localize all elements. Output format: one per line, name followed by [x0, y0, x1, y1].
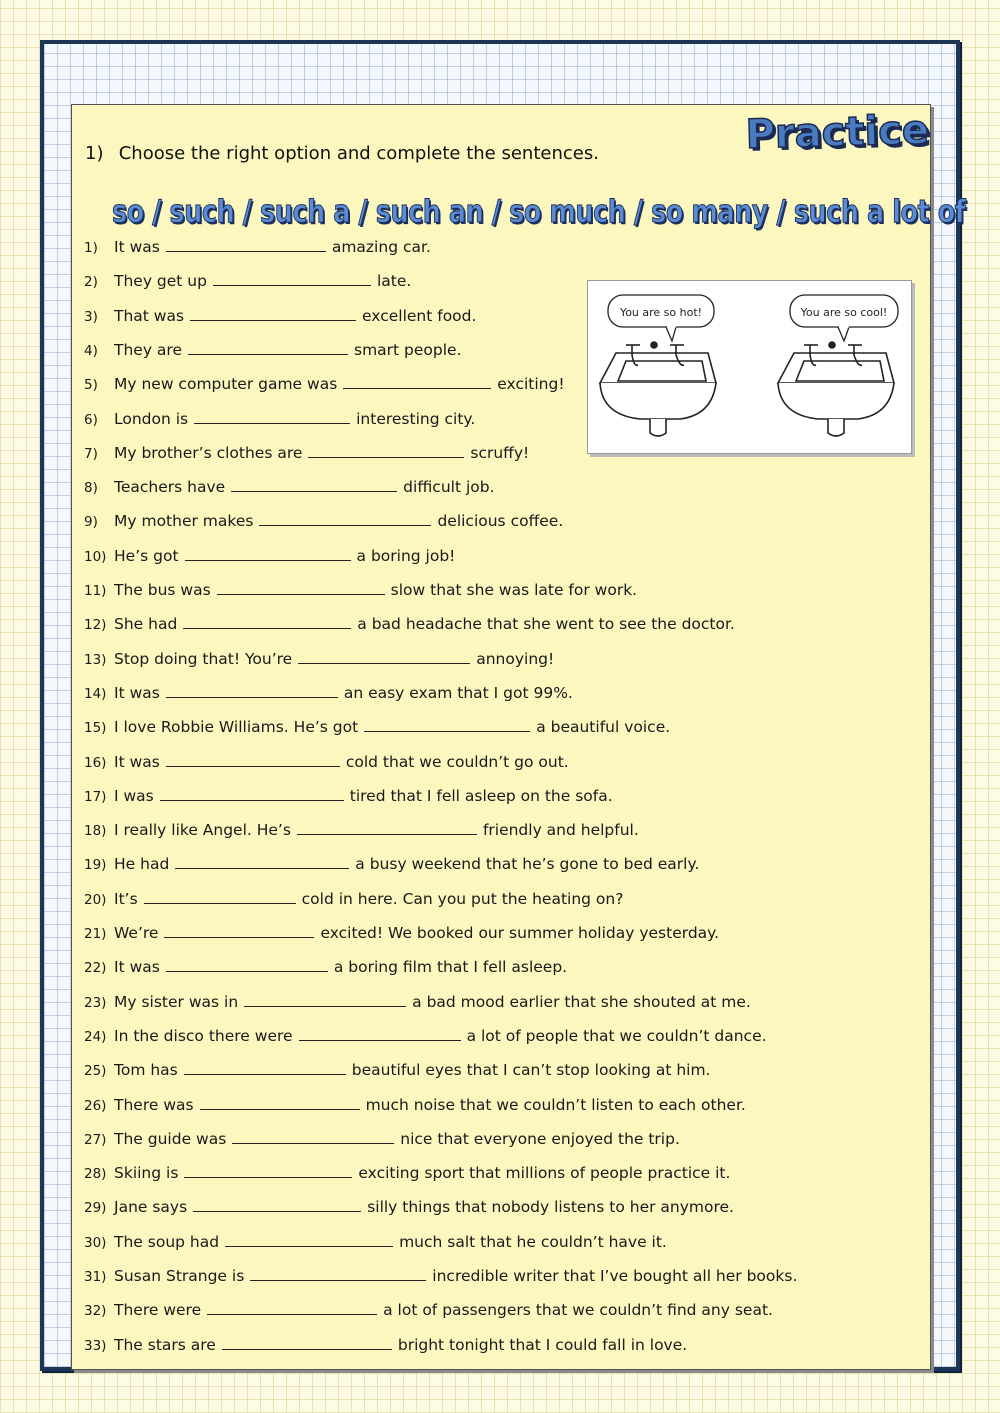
sentence-start: Jane says [114, 1198, 188, 1217]
sentence-item [84, 682, 573, 704]
answer-blank[interactable] [250, 1266, 426, 1281]
sentence-end: exciting! [497, 375, 565, 394]
sentence-start: The soup had [114, 1232, 220, 1251]
sentence-start: The stars are [114, 1335, 216, 1354]
sentence-end: bright tonight that I could fall in love. [397, 1335, 688, 1354]
sentence-end: excited! We booked our summer holiday yesterday. [320, 924, 720, 942]
sentence-end: smart people. [354, 340, 462, 359]
sentence-item [84, 339, 462, 361]
answer-blank[interactable] [184, 1163, 352, 1178]
answer-blank[interactable] [207, 1300, 377, 1315]
sentence-item [84, 305, 476, 327]
sentence-number: 29) [84, 1200, 107, 1217]
sentence-item [84, 819, 639, 841]
answer-blank[interactable] [164, 923, 314, 938]
sentence-number: 18) [84, 823, 107, 840]
answer-blank[interactable] [166, 683, 338, 698]
sentence-number: 23) [84, 994, 107, 1011]
sentence-start: He’s got [114, 546, 179, 565]
sentence-end: tired that I fell asleep on the sofa. [349, 786, 613, 805]
right-bubble-text: You are so cool! [800, 306, 888, 319]
sentence-number: 4) [84, 342, 98, 359]
sentence-item [84, 476, 495, 498]
sentence-start: It was [114, 238, 160, 256]
sentence-start: That was [114, 306, 185, 325]
answer-blank[interactable] [184, 1060, 346, 1075]
sentence-start: It’s [114, 889, 138, 908]
answer-blank[interactable] [188, 340, 348, 355]
sentence-item [84, 510, 563, 532]
practice-title: Practice [745, 107, 930, 158]
sentence-number: 9) [84, 514, 98, 531]
sentence-end: annoying! [476, 649, 555, 668]
sentence-number: 2) [84, 274, 98, 291]
sentence-item [84, 1231, 667, 1253]
sentence-number: 17) [84, 788, 107, 805]
sentence-number: 3) [84, 308, 98, 325]
sentence-item [84, 922, 719, 944]
sentence-number: 5) [84, 377, 98, 394]
sentence-item [84, 853, 699, 875]
sentence-number: 21) [84, 926, 107, 942]
answer-blank[interactable] [217, 580, 385, 595]
sentence-start: I really like Angel. He’s [114, 821, 291, 840]
answer-blank[interactable] [244, 992, 406, 1007]
answer-blank[interactable] [190, 306, 356, 321]
sentence-end: delicious coffee. [437, 512, 564, 531]
sentence-end: excellent food. [362, 306, 477, 325]
sentence-item [84, 442, 529, 464]
sentence-item [84, 1265, 797, 1287]
sentence-number: 1) [84, 240, 98, 256]
sentence-start: We’re [114, 924, 159, 942]
answer-blank[interactable] [364, 717, 530, 732]
sentence-start: Stop doing that! You’re [114, 649, 293, 668]
sentence-start: It was [114, 752, 160, 771]
sentence-number: 30) [84, 1234, 107, 1251]
sentence-number: 25) [84, 1063, 107, 1080]
sentence-item [84, 1128, 680, 1150]
sentence-end: much noise that we couldn’t listen to each other. [365, 1095, 746, 1114]
sentence-start: I was [114, 786, 154, 805]
sentence-number: 10) [84, 548, 107, 565]
sentence-number: 26) [84, 1097, 107, 1114]
sentence-start: They get up [114, 272, 207, 291]
sentence-item [84, 408, 475, 430]
sentence-start: She had [114, 615, 178, 634]
answer-blank[interactable] [166, 957, 328, 972]
sentence-item [84, 1299, 773, 1321]
sentence-item [84, 1094, 746, 1116]
answer-blank[interactable] [193, 1197, 361, 1212]
sentence-number: 12) [84, 617, 107, 634]
answer-blank[interactable] [213, 271, 371, 286]
sentence-number: 33) [84, 1337, 107, 1354]
sentence-start: In the disco there were [114, 1026, 293, 1045]
sentence-end: slow that she was late for work. [390, 581, 638, 599]
sentence-end: a bad mood earlier that she shouted at me. [412, 992, 751, 1011]
sentence-start: They are [114, 340, 182, 359]
sentence-item [84, 648, 554, 670]
sentence-start: The bus was [114, 581, 211, 599]
exercise-number: 1) [85, 143, 104, 164]
sentence-start: My new computer game was [114, 375, 338, 394]
sentence-end: interesting city. [356, 409, 476, 428]
sentence-start: He had [114, 855, 170, 874]
sentence-start: Tom has [114, 1061, 178, 1080]
sentence-start: I love Robbie Williams. He’s got [114, 718, 359, 737]
sentence-item [84, 270, 411, 292]
sentence-item [84, 785, 613, 807]
sentence-end: friendly and helpful. [482, 821, 639, 840]
answer-blank[interactable] [194, 409, 350, 424]
answer-blank[interactable] [343, 374, 491, 389]
sentence-item [84, 613, 735, 635]
sentence-end: nice that everyone enjoyed the trip. [400, 1129, 680, 1148]
sentence-end: a beautiful voice. [536, 718, 671, 737]
answer-blank[interactable] [232, 1129, 394, 1144]
sentence-number: 6) [84, 411, 98, 428]
sentence-start: Skiing is [114, 1164, 179, 1183]
sentence-end: a boring film that I fell asleep. [333, 958, 568, 977]
sentence-end: cold in here. Can you put the heating on? [301, 889, 624, 908]
sentence-end: silly things that nobody listens to her anymore. [367, 1198, 734, 1217]
answer-blank[interactable] [222, 1335, 392, 1350]
answer-blank[interactable] [225, 1232, 393, 1247]
sentence-number: 7) [84, 445, 98, 462]
answer-blank[interactable] [144, 889, 296, 904]
answer-blank[interactable] [298, 649, 470, 664]
sentence-end: difficult job. [403, 478, 495, 497]
sentence-start: My sister was in [114, 992, 239, 1011]
sentence-item [84, 1196, 734, 1218]
sentence-number: 15) [84, 720, 107, 737]
sentence-start: It was [114, 958, 160, 977]
sentence-item [84, 716, 670, 738]
sentence-start: Susan Strange is [114, 1267, 245, 1285]
sentence-start: The guide was [114, 1129, 227, 1148]
sentence-number: 20) [84, 891, 107, 908]
sentence-item [84, 888, 623, 910]
sentence-number: 24) [84, 1028, 107, 1045]
sentence-item [84, 1334, 687, 1356]
answer-blank[interactable] [185, 546, 351, 561]
sentence-end: beautiful eyes that I can’t stop looking at him. [351, 1061, 711, 1080]
sentence-item [84, 545, 455, 567]
sentence-number: 16) [84, 754, 107, 771]
left-bubble-text: You are so hot! [619, 306, 703, 319]
sentence-item [84, 373, 565, 395]
sentence-item [84, 1059, 710, 1081]
answer-blank[interactable] [231, 477, 397, 492]
answer-blank[interactable] [160, 786, 344, 801]
sentence-end: a lot of people that we couldn’t dance. [466, 1026, 767, 1045]
answer-blank[interactable] [175, 854, 349, 869]
sentence-number: 11) [84, 583, 107, 599]
sentence-number: 13) [84, 651, 107, 668]
sentence-start: My brother’s clothes are [114, 443, 303, 462]
answer-blank[interactable] [166, 237, 326, 252]
instruction-text: Choose the right option and complete the sentences. [118, 143, 599, 164]
sentence-end: a lot of passengers that we couldn’t find any seat. [383, 1301, 773, 1320]
sentence-end: incredible writer that I’ve bought all her books. [432, 1267, 798, 1285]
sentence-number: 28) [84, 1166, 107, 1183]
sentence-item [84, 1162, 730, 1184]
sentence-item [84, 751, 569, 773]
answer-blank[interactable] [183, 614, 351, 629]
answer-blank[interactable] [200, 1095, 360, 1110]
sentence-end: a bad headache that she went to see the doctor. [357, 615, 735, 634]
sentence-start: Teachers have [114, 478, 226, 497]
sentence-end: an easy exam that I got 99%. [343, 683, 573, 702]
sentence-start: London is [114, 409, 189, 428]
answer-blank[interactable] [297, 820, 477, 835]
sentence-end: a busy weekend that he’s gone to bed early. [355, 855, 700, 874]
sentence-number: 19) [84, 857, 107, 874]
answer-blank[interactable] [166, 752, 340, 767]
sentence-end: exciting sport that millions of people practice it. [358, 1164, 731, 1183]
sentence-number: 8) [84, 480, 98, 497]
answer-blank[interactable] [308, 443, 464, 458]
sentence-end: scruffy! [470, 443, 530, 462]
sentence-start: There was [114, 1095, 194, 1114]
sentence-start: It was [114, 683, 160, 702]
sentence-end: cold that we couldn’t go out. [345, 752, 569, 771]
sentence-end: a boring job! [356, 546, 456, 565]
sentence-start: My mother makes [114, 512, 254, 531]
sentence-item [84, 579, 637, 601]
sentence-number: 32) [84, 1303, 107, 1320]
sentence-start: There were [114, 1301, 202, 1320]
sentence-item [84, 1025, 767, 1047]
sentence-end: late. [376, 272, 412, 291]
answer-blank[interactable] [259, 511, 431, 526]
sentence-end: amazing car. [331, 238, 431, 256]
sentence-number: 31) [84, 1269, 107, 1285]
sentence-item [84, 956, 567, 978]
sentence-number: 22) [84, 960, 107, 977]
sentence-end: much salt that he couldn’t have it. [399, 1232, 667, 1251]
options-line: so / such / such a / such an / so much / so many / such a lot of [112, 194, 966, 230]
sentence-number: 14) [84, 685, 107, 702]
sentence-item [84, 236, 431, 258]
sentence-item [84, 991, 751, 1013]
sentence-number: 27) [84, 1131, 107, 1148]
answer-blank[interactable] [299, 1026, 461, 1041]
